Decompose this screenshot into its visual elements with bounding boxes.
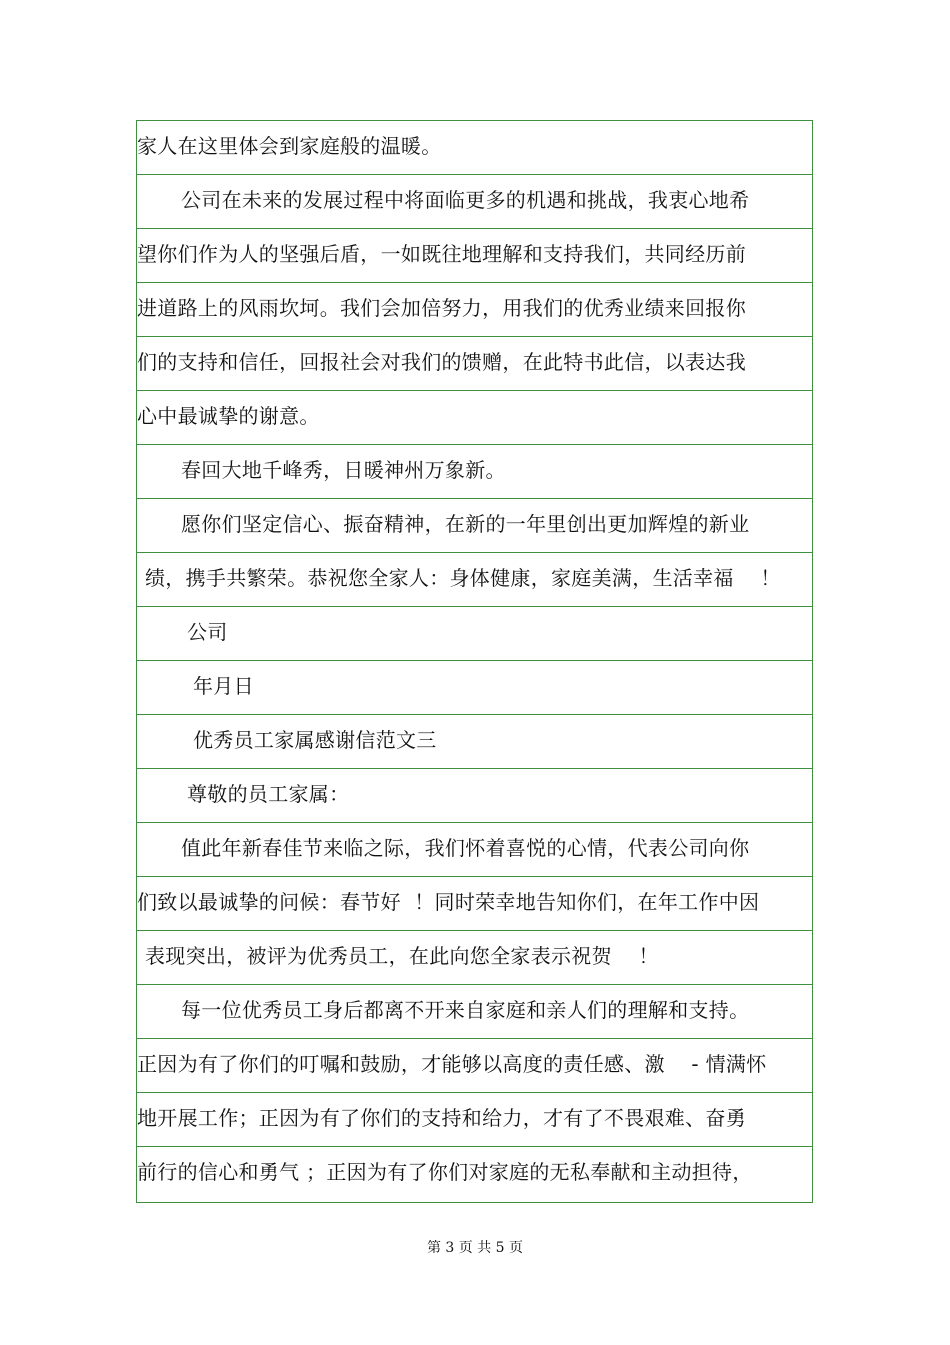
line-text: 绩，携手共繁荣。恭祝您全家人：身体健康，家庭美满，生活幸福 ！ [145, 566, 781, 590]
line-text: 年月日 [193, 674, 254, 698]
text-line [137, 715, 812, 769]
document-body [136, 120, 813, 1203]
line-text: 进道路上的风雨坎坷。我们会加倍努力，用我们的优秀业绩来回报你 [137, 296, 746, 320]
text-line [137, 877, 812, 931]
text-line [137, 283, 812, 337]
text-line [137, 445, 812, 499]
line-text: 正因为有了你们的叮嘱和鼓励，才能够以高度的责任感、激 - 情满怀 [137, 1052, 767, 1076]
text-line [137, 1039, 812, 1093]
text-line [137, 229, 812, 283]
text-line [137, 553, 812, 607]
line-text: 公司 [187, 620, 228, 644]
text-line [137, 175, 812, 229]
line-text: 愿你们坚定信心、振奋精神，在新的一年里创出更加辉煌的新业 [181, 512, 750, 536]
text-line [137, 121, 812, 175]
text-line [137, 985, 812, 1039]
line-text: 前行的信心和勇气 ；正因为有了你们对家庭的无私奉献和主动担待， [137, 1160, 753, 1184]
line-text: 值此年新春佳节来临之际，我们怀着喜悦的心情，代表公司向你 [181, 836, 750, 860]
line-text: 地开展工作；正因为有了你们的支持和给力，才有了不畏艰难、奋勇 [137, 1106, 746, 1130]
page-number: 第 3 页 共 5 页 [426, 1240, 524, 1256]
line-text: 们致以最诚挚的问候：春节好 ！同时荣幸地告知你们，在年工作中因 [137, 890, 760, 914]
line-text: 心中最诚挚的谢意。 [137, 404, 320, 428]
text-line [137, 499, 812, 553]
line-text: 表现突出，被评为优秀员工，在此向您全家表示祝贺 ！ [145, 944, 659, 968]
text-line [137, 1093, 812, 1147]
line-text: 望你们作为人的坚强后盾，一如既往地理解和支持我们，共同经历前 [137, 242, 746, 266]
text-line [137, 661, 812, 715]
line-text: 公司在未来的发展过程中将面临更多的机遇和挑战，我衷心地希 [181, 188, 750, 212]
text-line [137, 823, 812, 877]
text-line [137, 769, 812, 823]
line-text: 家人在这里体会到家庭般的温暖。 [137, 134, 442, 158]
text-line [137, 931, 812, 985]
line-text: 每一位优秀员工身后都离不开来自家庭和亲人们的理解和支持。 [181, 998, 750, 1022]
section-heading: 优秀员工家属感谢信范文三 [193, 728, 437, 752]
text-line [137, 337, 812, 391]
salutation: 尊敬的员工家属： [187, 782, 350, 806]
line-text: 春回大地千峰秀，日暖神州万象新。 [181, 458, 506, 482]
text-line [137, 1147, 812, 1203]
text-line [137, 607, 812, 661]
text-line [137, 391, 812, 445]
line-text: 们的支持和信任，回报社会对我们的馈赠，在此特书此信，以表达我 [137, 350, 746, 374]
